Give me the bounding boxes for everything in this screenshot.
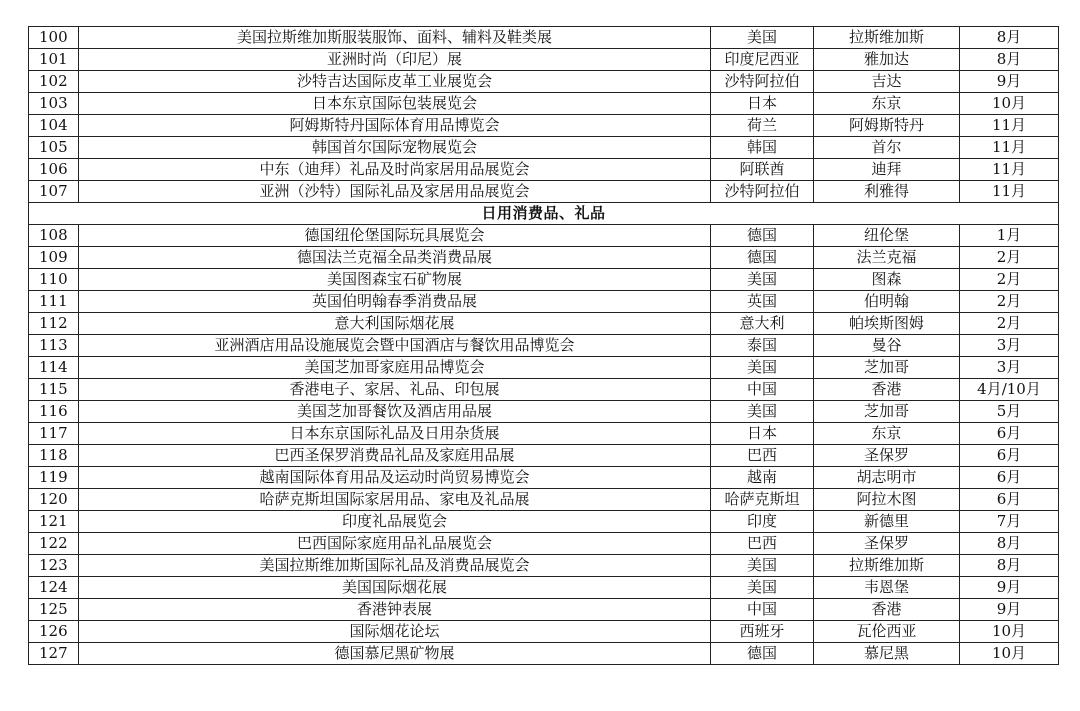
month-cell: 9月	[960, 599, 1059, 621]
country-cell: 美国	[711, 357, 814, 379]
country-cell: 美国	[711, 27, 814, 49]
city-cell: 雅加达	[814, 49, 960, 71]
exhibition-name-cell: 沙特吉达国际皮革工业展览会	[79, 71, 711, 93]
exhibition-table-body	[29, 27, 1059, 665]
month-cell: 10月	[960, 93, 1059, 115]
exhibition-name-cell: 英国伯明翰春季消费品展	[79, 291, 711, 313]
row-number-cell: 115	[29, 379, 79, 401]
city-cell: 曼谷	[814, 335, 960, 357]
row-number-cell: 119	[29, 467, 79, 489]
country-cell: 韩国	[711, 137, 814, 159]
exhibition-name-cell: 意大利国际烟花展	[79, 313, 711, 335]
city-cell: 瓦伦西亚	[814, 621, 960, 643]
table-row	[29, 599, 1059, 621]
city-cell: 利雅得	[814, 181, 960, 203]
city-cell: 拉斯维加斯	[814, 27, 960, 49]
country-cell: 越南	[711, 467, 814, 489]
month-cell: 6月	[960, 423, 1059, 445]
month-cell: 8月	[960, 27, 1059, 49]
table-row	[29, 269, 1059, 291]
table-row	[29, 401, 1059, 423]
country-cell: 中国	[711, 379, 814, 401]
month-cell: 9月	[960, 577, 1059, 599]
exhibition-name-cell: 德国纽伦堡国际玩具展览会	[79, 225, 711, 247]
country-cell: 印度	[711, 511, 814, 533]
city-cell: 吉达	[814, 71, 960, 93]
city-cell: 阿拉木图	[814, 489, 960, 511]
city-cell: 慕尼黑	[814, 643, 960, 665]
month-cell: 3月	[960, 335, 1059, 357]
exhibition-name-cell: 美国芝加哥家庭用品博览会	[79, 357, 711, 379]
table-row	[29, 489, 1059, 511]
table-row	[29, 159, 1059, 181]
table-row	[29, 137, 1059, 159]
exhibition-name-cell: 国际烟花论坛	[79, 621, 711, 643]
month-cell: 5月	[960, 401, 1059, 423]
country-cell: 美国	[711, 401, 814, 423]
row-number-cell: 122	[29, 533, 79, 555]
table-row	[29, 27, 1059, 49]
country-cell: 日本	[711, 93, 814, 115]
table-row	[29, 93, 1059, 115]
table-row	[29, 335, 1059, 357]
table-row	[29, 577, 1059, 599]
city-cell: 图森	[814, 269, 960, 291]
city-cell: 胡志明市	[814, 467, 960, 489]
city-cell: 拉斯维加斯	[814, 555, 960, 577]
exhibition-table-container	[28, 26, 1058, 665]
country-cell: 美国	[711, 269, 814, 291]
exhibition-name-cell: 美国拉斯维加斯国际礼品及消费品展览会	[79, 555, 711, 577]
row-number-cell: 103	[29, 93, 79, 115]
month-cell: 6月	[960, 445, 1059, 467]
country-cell: 荷兰	[711, 115, 814, 137]
month-cell: 10月	[960, 643, 1059, 665]
country-cell: 阿联酋	[711, 159, 814, 181]
country-cell: 巴西	[711, 533, 814, 555]
country-cell: 沙特阿拉伯	[711, 181, 814, 203]
country-cell: 泰国	[711, 335, 814, 357]
table-row	[29, 555, 1059, 577]
section-header-row	[29, 203, 1059, 225]
country-cell: 巴西	[711, 445, 814, 467]
row-number-cell: 121	[29, 511, 79, 533]
table-row	[29, 533, 1059, 555]
exhibition-name-cell: 越南国际体育用品及运动时尚贸易博览会	[79, 467, 711, 489]
row-number-cell: 105	[29, 137, 79, 159]
row-number-cell: 102	[29, 71, 79, 93]
month-cell: 4月/10月	[960, 379, 1059, 401]
exhibition-name-cell: 日本东京国际包装展览会	[79, 93, 711, 115]
city-cell: 纽伦堡	[814, 225, 960, 247]
row-number-cell: 112	[29, 313, 79, 335]
table-row	[29, 357, 1059, 379]
table-row	[29, 379, 1059, 401]
country-cell: 沙特阿拉伯	[711, 71, 814, 93]
exhibition-name-cell: 美国芝加哥餐饮及酒店用品展	[79, 401, 711, 423]
row-number-cell: 100	[29, 27, 79, 49]
city-cell: 迪拜	[814, 159, 960, 181]
row-number-cell: 110	[29, 269, 79, 291]
exhibition-name-cell: 美国图森宝石矿物展	[79, 269, 711, 291]
exhibition-name-cell: 德国法兰克福全品类消费品展	[79, 247, 711, 269]
city-cell: 芝加哥	[814, 401, 960, 423]
exhibition-name-cell: 德国慕尼黑矿物展	[79, 643, 711, 665]
exhibition-name-cell: 巴西国际家庭用品礼品展览会	[79, 533, 711, 555]
row-number-cell: 125	[29, 599, 79, 621]
exhibition-name-cell: 亚洲时尚（印尼）展	[79, 49, 711, 71]
month-cell: 7月	[960, 511, 1059, 533]
city-cell: 香港	[814, 379, 960, 401]
country-cell: 德国	[711, 643, 814, 665]
exhibition-name-cell: 印度礼品展览会	[79, 511, 711, 533]
row-number-cell: 109	[29, 247, 79, 269]
city-cell: 首尔	[814, 137, 960, 159]
city-cell: 东京	[814, 93, 960, 115]
month-cell: 11月	[960, 137, 1059, 159]
row-number-cell: 113	[29, 335, 79, 357]
city-cell: 香港	[814, 599, 960, 621]
row-number-cell: 124	[29, 577, 79, 599]
exhibition-name-cell: 香港钟表展	[79, 599, 711, 621]
exhibition-name-cell: 香港电子、家居、礼品、印包展	[79, 379, 711, 401]
exhibition-name-cell: 巴西圣保罗消费品礼品及家庭用品展	[79, 445, 711, 467]
exhibition-table	[28, 26, 1059, 665]
country-cell: 德国	[711, 247, 814, 269]
month-cell: 2月	[960, 313, 1059, 335]
exhibition-name-cell: 亚洲酒店用品设施展览会暨中国酒店与餐饮用品博览会	[79, 335, 711, 357]
exhibition-name-cell: 韩国首尔国际宠物展览会	[79, 137, 711, 159]
country-cell: 中国	[711, 599, 814, 621]
country-cell: 印度尼西亚	[711, 49, 814, 71]
city-cell: 韦恩堡	[814, 577, 960, 599]
city-cell: 法兰克福	[814, 247, 960, 269]
city-cell: 阿姆斯特丹	[814, 115, 960, 137]
city-cell: 东京	[814, 423, 960, 445]
country-cell: 意大利	[711, 313, 814, 335]
row-number-cell: 123	[29, 555, 79, 577]
exhibition-name-cell: 中东（迪拜）礼品及时尚家居用品展览会	[79, 159, 711, 181]
row-number-cell: 108	[29, 225, 79, 247]
section-title: 日用消费品、礼品	[29, 203, 1059, 225]
city-cell: 伯明翰	[814, 291, 960, 313]
country-cell: 哈萨克斯坦	[711, 489, 814, 511]
city-cell: 圣保罗	[814, 445, 960, 467]
table-row	[29, 445, 1059, 467]
exhibition-name-cell: 日本东京国际礼品及日用杂货展	[79, 423, 711, 445]
table-row	[29, 115, 1059, 137]
row-number-cell: 106	[29, 159, 79, 181]
table-row	[29, 511, 1059, 533]
table-row	[29, 643, 1059, 665]
month-cell: 8月	[960, 555, 1059, 577]
table-row	[29, 49, 1059, 71]
month-cell: 8月	[960, 49, 1059, 71]
row-number-cell: 117	[29, 423, 79, 445]
row-number-cell: 116	[29, 401, 79, 423]
month-cell: 9月	[960, 71, 1059, 93]
table-row	[29, 313, 1059, 335]
row-number-cell: 107	[29, 181, 79, 203]
table-row	[29, 621, 1059, 643]
exhibition-name-cell: 美国拉斯维加斯服装服饰、面料、辅料及鞋类展	[79, 27, 711, 49]
city-cell: 圣保罗	[814, 533, 960, 555]
country-cell: 美国	[711, 577, 814, 599]
exhibition-name-cell: 美国国际烟花展	[79, 577, 711, 599]
table-row	[29, 247, 1059, 269]
table-row	[29, 225, 1059, 247]
country-cell: 德国	[711, 225, 814, 247]
month-cell: 11月	[960, 181, 1059, 203]
country-cell: 美国	[711, 555, 814, 577]
row-number-cell: 127	[29, 643, 79, 665]
country-cell: 英国	[711, 291, 814, 313]
table-row	[29, 181, 1059, 203]
exhibition-name-cell: 哈萨克斯坦国际家居用品、家电及礼品展	[79, 489, 711, 511]
month-cell: 1月	[960, 225, 1059, 247]
row-number-cell: 118	[29, 445, 79, 467]
country-cell: 西班牙	[711, 621, 814, 643]
row-number-cell: 101	[29, 49, 79, 71]
month-cell: 3月	[960, 357, 1059, 379]
table-row	[29, 291, 1059, 313]
city-cell: 帕埃斯图姆	[814, 313, 960, 335]
row-number-cell: 120	[29, 489, 79, 511]
table-row	[29, 467, 1059, 489]
exhibition-name-cell: 亚洲（沙特）国际礼品及家居用品展览会	[79, 181, 711, 203]
table-row	[29, 423, 1059, 445]
city-cell: 新德里	[814, 511, 960, 533]
row-number-cell: 111	[29, 291, 79, 313]
month-cell: 2月	[960, 247, 1059, 269]
row-number-cell: 114	[29, 357, 79, 379]
month-cell: 8月	[960, 533, 1059, 555]
city-cell: 芝加哥	[814, 357, 960, 379]
month-cell: 6月	[960, 489, 1059, 511]
row-number-cell: 126	[29, 621, 79, 643]
table-row	[29, 71, 1059, 93]
month-cell: 6月	[960, 467, 1059, 489]
month-cell: 2月	[960, 291, 1059, 313]
month-cell: 2月	[960, 269, 1059, 291]
month-cell: 10月	[960, 621, 1059, 643]
month-cell: 11月	[960, 159, 1059, 181]
row-number-cell: 104	[29, 115, 79, 137]
exhibition-name-cell: 阿姆斯特丹国际体育用品博览会	[79, 115, 711, 137]
country-cell: 日本	[711, 423, 814, 445]
month-cell: 11月	[960, 115, 1059, 137]
